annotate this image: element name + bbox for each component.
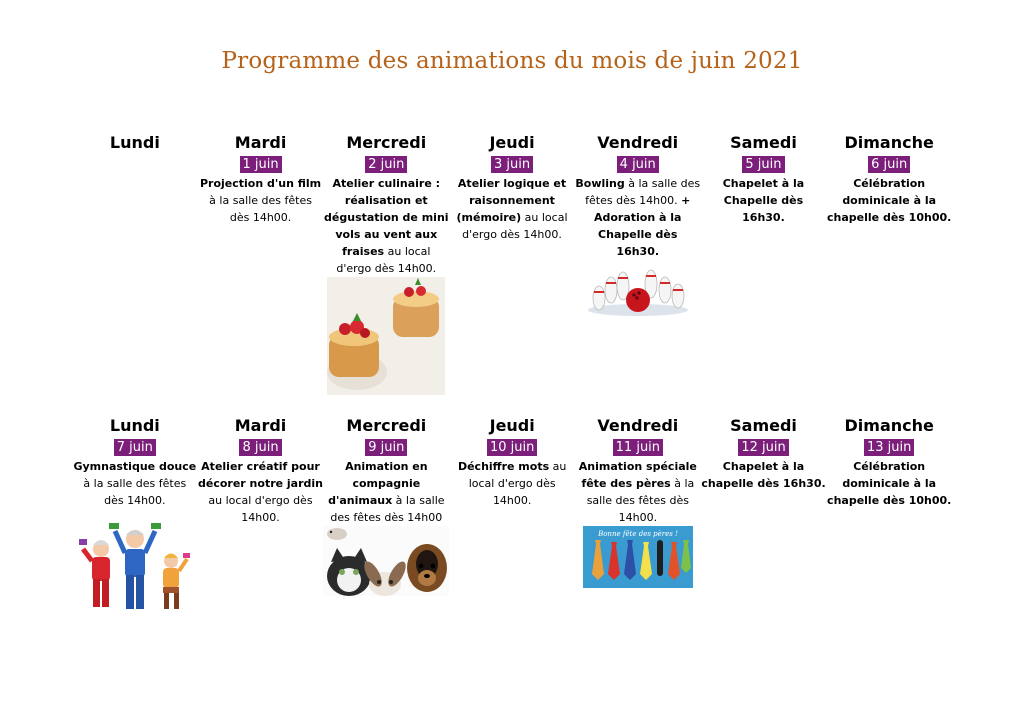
- date-badge: 12 juin: [738, 439, 788, 456]
- activity-description: Bowling à la salle des fêtes dès 14h00. + Adoration à la Chapelle dès 16h30.: [575, 177, 701, 258]
- day-column-dimanche: [826, 133, 952, 395]
- day-column-jeudi: [449, 133, 575, 395]
- activity-description: Projection d'un film à la salle des fêtes dès 14h00.: [199, 177, 322, 224]
- day-column-lundi: [72, 133, 198, 395]
- date-badge: 11 juin: [613, 439, 663, 456]
- day-name: Dimanche: [844, 133, 934, 152]
- date-badge: 9 juin: [365, 439, 407, 456]
- day-column-vendredi: [575, 133, 701, 395]
- date-badge: 8 juin: [239, 439, 281, 456]
- fathers-day-ties-image: [583, 526, 693, 588]
- date-badge: 2 juin: [365, 156, 407, 173]
- activity-description: Chapelet à la Chapelle dès 16h30.: [722, 177, 805, 224]
- activity-description: Chapelet à la chapelle dès 16h30.: [701, 460, 826, 490]
- activity-description: Atelier créatif pour décorer notre jardin au local d'ergo dès 14h00.: [198, 460, 324, 524]
- bowling-image: [585, 260, 691, 318]
- date-badge: 1 juin: [240, 156, 282, 173]
- day-name: Mardi: [234, 416, 287, 435]
- plus-separator: +: [681, 194, 691, 207]
- gymnastics-seniors-illustration: [79, 521, 191, 613]
- day-name: Dimanche: [844, 416, 934, 435]
- activity-description: Atelier logique et raisonnement (mémoire) au local d'ergo dès 14h00.: [456, 177, 568, 241]
- day-name: Vendredi: [597, 416, 679, 435]
- day-name: Samedi: [730, 133, 797, 152]
- activity-description: Animation spéciale fête des pères à la salle des fêtes dès 14h00.: [578, 460, 697, 524]
- day-column-dimanche: [826, 416, 952, 613]
- activity-description: Célébration dominicale à la chapelle dès 10h00.: [827, 460, 952, 507]
- day-name: Vendredi: [597, 133, 679, 152]
- date-badge: 7 juin: [114, 439, 156, 456]
- date-badge: 4 juin: [617, 156, 659, 173]
- day-column-vendredi: [575, 416, 701, 613]
- day-name: Mercredi: [346, 416, 427, 435]
- day-column-jeudi: [449, 416, 575, 613]
- day-column-mercredi: [323, 133, 449, 395]
- day-name: Jeudi: [489, 416, 535, 435]
- day-name: Samedi: [730, 416, 797, 435]
- page-title: Programme des animations du mois de juin 2021: [221, 48, 803, 74]
- day-column-mercredi: [323, 416, 449, 613]
- day-column-mardi: [198, 133, 324, 395]
- activity-description: Déchiffre mots au local d'ergo dès 14h00.: [457, 460, 567, 507]
- day-name: Lundi: [109, 133, 160, 152]
- fathers-day-caption: Bonne fête des pères !: [597, 530, 678, 538]
- day-column-samedi: [701, 416, 827, 613]
- day-column-samedi: [701, 133, 827, 395]
- week-1-row: [72, 133, 952, 395]
- day-name: Jeudi: [489, 133, 535, 152]
- date-badge: 3 juin: [491, 156, 533, 173]
- day-name: Mardi: [234, 133, 287, 152]
- day-name: Lundi: [109, 416, 160, 435]
- date-badge: 6 juin: [868, 156, 910, 173]
- date-badge: 5 juin: [742, 156, 784, 173]
- date-badge: 13 juin: [864, 439, 914, 456]
- date-badge: 10 juin: [487, 439, 537, 456]
- day-name: Mercredi: [346, 133, 427, 152]
- vol-au-vent-photo: [327, 277, 445, 395]
- activity-description: Célébration dominicale à la chapelle dès 10h00.: [827, 177, 952, 224]
- week-2-row: [72, 416, 952, 613]
- activity-description: Animation en compagnie d'animaux à la salle des fêtes dès 14h00: [328, 460, 445, 524]
- day-column-lundi: [72, 416, 198, 613]
- day-column-mardi: [198, 416, 324, 613]
- activity-description: Gymnastique douce à la salle des fêtes dès 14h00.: [73, 460, 197, 507]
- animals-photo: [323, 526, 449, 596]
- activity-description: Atelier culinaire : réalisation et dégustation de mini vols au vent aux fraises au local d'ergo dès 14h00.: [324, 177, 449, 275]
